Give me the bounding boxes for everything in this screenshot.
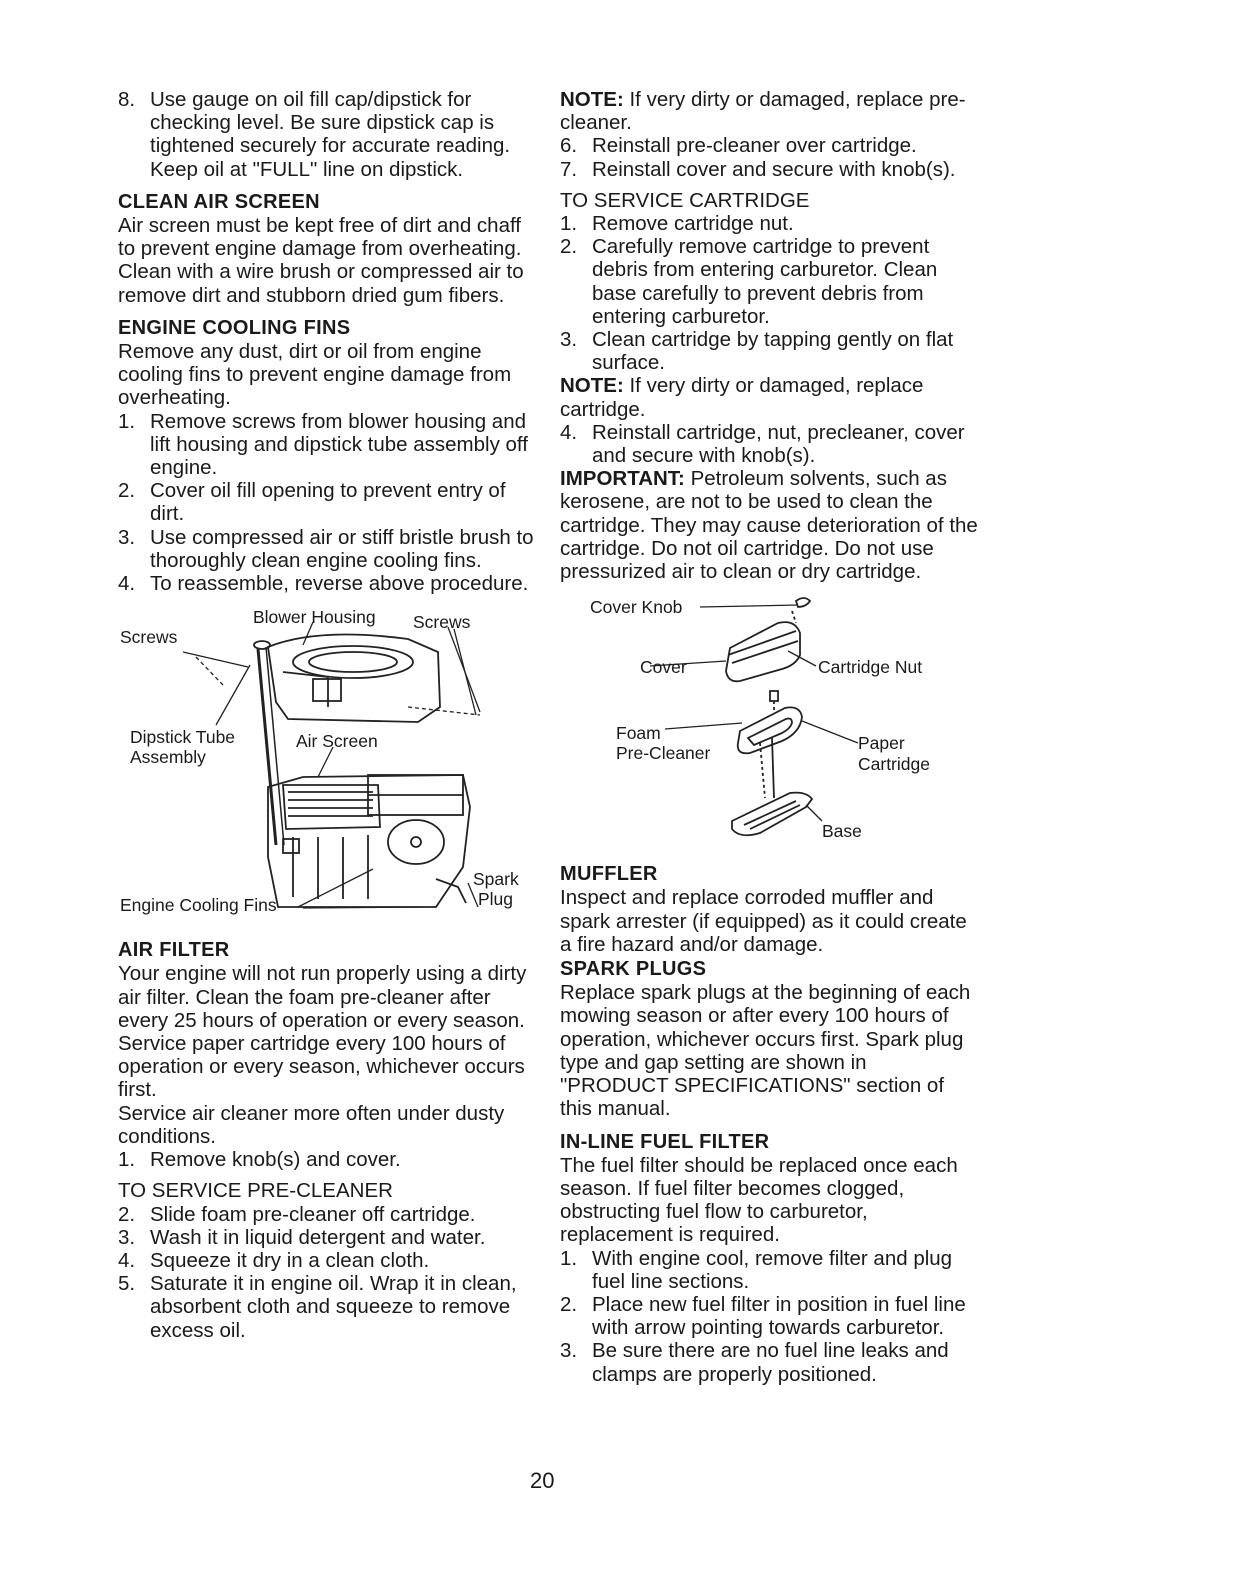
list-item: 2. Place new fuel filter in position in fuel line with arrow pointing towards carburetor. [560,1292,966,1340]
list-item: 3. Wash it in liquid detergent and water. [118,1225,486,1249]
label-dipstick-assembly: Assembly [130,747,206,768]
spark-plugs-heading: SPARK PLUGS [560,958,707,981]
list-item: 2. Slide foam pre-cleaner off cartridge. [118,1202,476,1226]
pre-cleaner-heading: TO SERVICE PRE-CLEANER [118,1179,393,1203]
label-engine-cooling-fins: Engine Cooling Fins [120,895,277,916]
list-item: 4. Reinstall cartridge, nut, precleaner, cover and secure with knob(s). [560,420,965,468]
list-item: 1. Remove cartridge nut. [560,212,794,236]
spark-plugs-text: Replace spark plugs at the beginning of each mowing season or after every 100 hours of operation, whichever occurs first. Spark plug type and gap setting are shown in "PRODUCT SPECIFICATIONS" section of this manual. [560,981,971,1121]
list-item: 1. With engine cool, remove filter and plug fuel line sections. [560,1246,953,1293]
muffler-text: Inspect and replace corroded muffler and spark arrester (if equipped) as it could create a fire hazard and/or damage. [560,886,967,956]
label-foam: Foam [616,723,661,744]
list-item: 6. Reinstall pre-cleaner over cartridge. [560,134,917,158]
air-filter-heading: AIR FILTER [118,939,230,962]
label-screws-left: Screws [120,627,178,648]
label-air-screen: Air Screen [296,731,378,752]
left-column [118,88,538,1342]
label-cartridge-nut: Cartridge Nut [818,657,923,678]
list-item: 4. To reassemble, reverse above procedure. [118,572,529,596]
label-dipstick-tube: Dipstick Tube [130,727,236,748]
list-item: 3. Be sure there are no fuel line leaks and clamps are properly positioned. [560,1339,949,1386]
list-item: 1. Remove knob(s) and cover. [118,1148,401,1172]
service-cartridge-heading: TO SERVICE CARTRIDGE [560,188,810,212]
label-base: Base [822,821,862,842]
label-blower-housing: Blower Housing [253,607,376,628]
label-screws-right: Screws [413,612,471,633]
engine-cooling-fins-intro: Remove any dust, dirt or oil from engine cooling fins to prevent engine damage from overheating. [118,340,512,410]
fuel-filter-heading: IN-LINE FUEL FILTER [560,1130,770,1153]
list-item: 7. Reinstall cover and secure with knob(s). [560,157,956,181]
list-item: 1. Remove screws from blower housing and lift housing and dipstick tube assembly off engine. [118,409,528,480]
note-cartridge: NOTE: If very dirty or damaged, replace cartridge. [560,374,924,421]
label-pre-cleaner: Pre-Cleaner [616,743,711,764]
note-pre-cleaner: NOTE: If very dirty or damaged, replace pre-cleaner. [560,88,966,135]
label-spark: Spark [473,869,519,890]
list-item: 3. Use compressed air or stiff bristle brush to thoroughly clean engine cooling fins. [118,525,534,572]
muffler-heading: MUFFLER [560,863,658,886]
list-item: 2. Cover oil fill opening to prevent entry of dirt. [118,479,506,526]
list-item: 2. Carefully remove cartridge to prevent debris from entering carburetor. Clean base carefully to prevent debris from entering carburetor. [560,235,938,328]
clean-air-screen-heading: CLEAN AIR SCREEN [118,190,320,213]
label-plug: Plug [478,889,514,910]
air-filter-text-dusty: Service air cleaner more often under dusty conditions. [118,1101,505,1148]
fuel-filter-text: The fuel filter should be replaced once each season. If fuel filter becomes clogged, obstructing fuel flow to carburetor, replacement is required. [560,1153,958,1247]
right-column [560,88,980,1386]
clean-air-screen-text: Air screen must be kept free of dirt and chaff to prevent engine damage from overheating. Clean with a wire brush or compressed air to remove dirt and stubborn dried gum fibers. [118,214,524,307]
engine-diagram [118,607,538,929]
label-cartridge: Cartridge [858,754,930,775]
list-item: 8. Use gauge on oil fill cap/dipstick for checking level. Be sure dipstick cap is tightened securely for accurate reading. Keep oil at "FULL" line on dipstick. [118,88,511,181]
list-item: 5. Saturate it in engine oil. Wrap it in clean, absorbent cloth and squeeze to remove excess oil. [118,1272,517,1342]
engine-cooling-fins-heading: ENGINE COOLING FINS [118,316,351,339]
page-number: 20 [530,1468,555,1493]
air-filter-text: Your engine will not run properly using a dirty air filter. Clean the foam pre-cleaner after every 25 hours of operation or every season. Service paper cartridge every 100 hours of operation or every season, whichever occurs first. [118,962,527,1102]
list-item: 3. Clean cartridge by tapping gently on flat surface. [560,328,954,375]
label-cover-knob: Cover Knob [590,597,683,618]
label-cover: Cover [640,657,687,678]
label-paper: Paper [858,733,905,754]
list-item: 4. Squeeze it dry in a clean cloth. [118,1248,430,1272]
important-note: IMPORTANT: Petroleum solvents, such as kerosene, are not to be used to clean the cartridge. They may cause deterioration of the cartridge. Do not oil cartridge. Do not use pressurized air to clean or dry cartridge. [560,467,978,584]
air-filter-diagram [560,593,980,853]
